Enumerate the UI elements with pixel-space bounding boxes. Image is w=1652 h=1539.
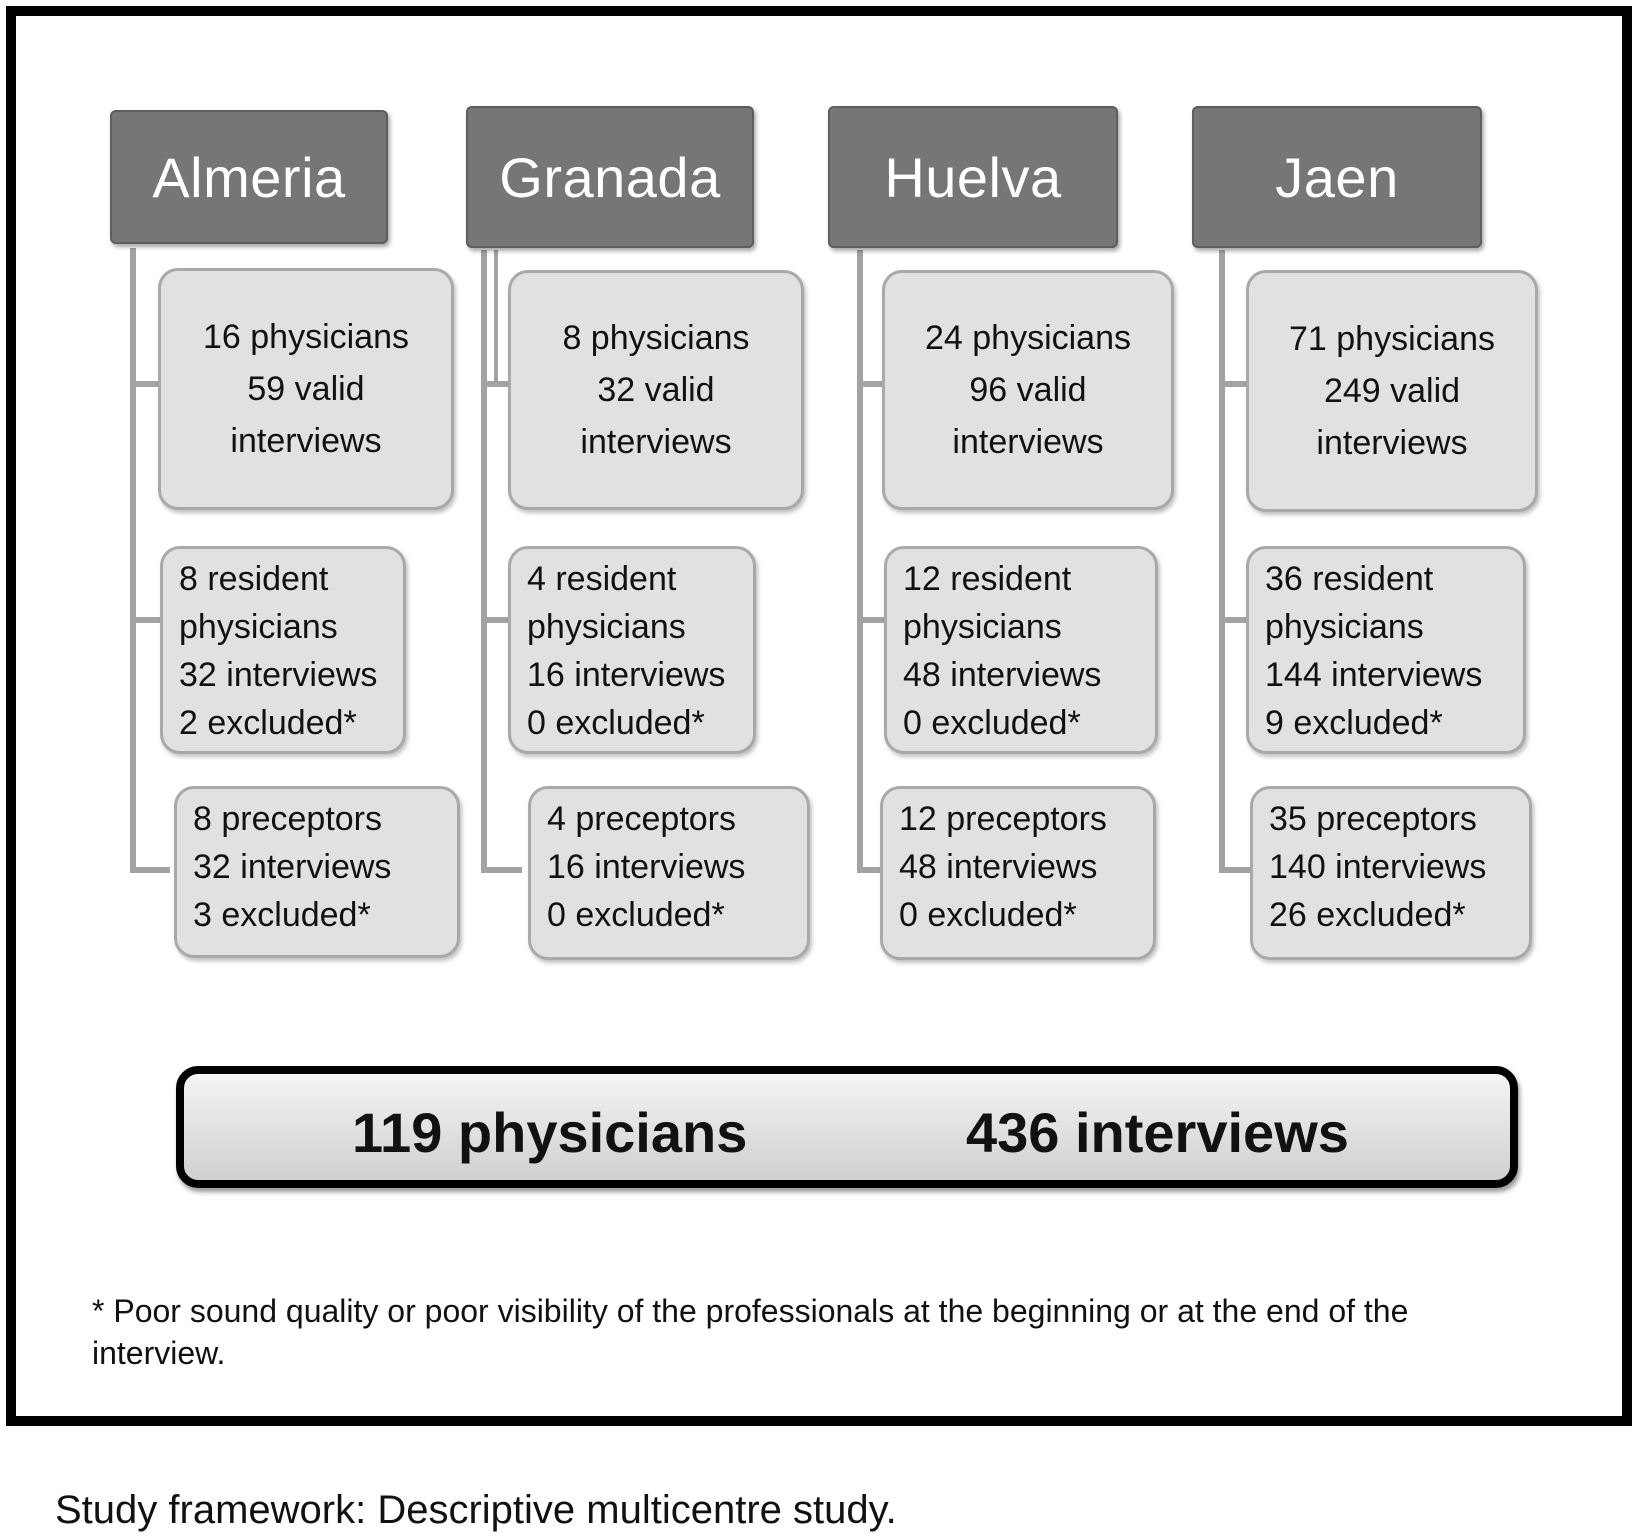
- summary-text-granada: 8 physicians 32 valid interviews: [562, 319, 750, 461]
- preceptors-text-jaen: 35 preceptors 140 interviews 26 excluded*: [1269, 800, 1487, 934]
- preceptors-text-huelva: 12 preceptors 48 interviews 0 excluded*: [899, 800, 1107, 934]
- region-header-huelva: Huelva: [828, 106, 1118, 248]
- footnote: * Poor sound quality or poor visibility of the professionals at the beginning or at the end of the interview.: [92, 1293, 1409, 1371]
- residents-box-granada: [508, 546, 756, 754]
- residents-box-jaen: [1246, 546, 1526, 754]
- residents-text-almeria: 8 resident physicians 32 interviews 2 excluded*: [179, 560, 378, 742]
- totals-bar: [176, 1066, 1518, 1188]
- summary-box-jaen: [1246, 270, 1538, 512]
- residents-text-granada: 4 resident physicians 16 interviews 0 excluded*: [527, 560, 726, 742]
- summary-text-almeria: 16 physicians 59 valid interviews: [202, 318, 409, 460]
- residents-box-almeria: [160, 546, 406, 754]
- summary-box-almeria: [158, 268, 454, 510]
- summary-box-huelva: [882, 270, 1174, 510]
- total-physicians: 119 physicians: [352, 1101, 748, 1164]
- region-header-granada: Granada: [466, 106, 754, 248]
- figure-caption: Study framework: Descriptive multicentre study.: [55, 1488, 897, 1532]
- total-interviews: 436 interviews: [966, 1101, 1349, 1164]
- preceptors-box-jaen: [1250, 786, 1532, 960]
- preceptors-box-almeria: [174, 786, 460, 958]
- residents-text-huelva: 12 resident physicians 48 interviews 0 excluded*: [903, 560, 1102, 742]
- preceptors-box-huelva: [880, 786, 1156, 960]
- preceptors-box-granada: [528, 786, 810, 960]
- summary-box-granada: [508, 270, 804, 510]
- region-header-jaen: Jaen: [1192, 106, 1482, 248]
- residents-box-huelva: [884, 546, 1158, 754]
- summary-text-jaen: 71 physicians 249 valid interviews: [1288, 320, 1495, 462]
- preceptors-text-almeria: 8 preceptors 32 interviews 3 excluded*: [193, 800, 392, 934]
- preceptors-text-granada: 4 preceptors 16 interviews 0 excluded*: [547, 800, 746, 934]
- region-header-almeria: Almeria: [110, 110, 388, 244]
- summary-text-huelva: 24 physicians 96 valid interviews: [924, 319, 1131, 461]
- residents-text-jaen: 36 resident physicians 144 interviews 9 excluded*: [1265, 560, 1483, 742]
